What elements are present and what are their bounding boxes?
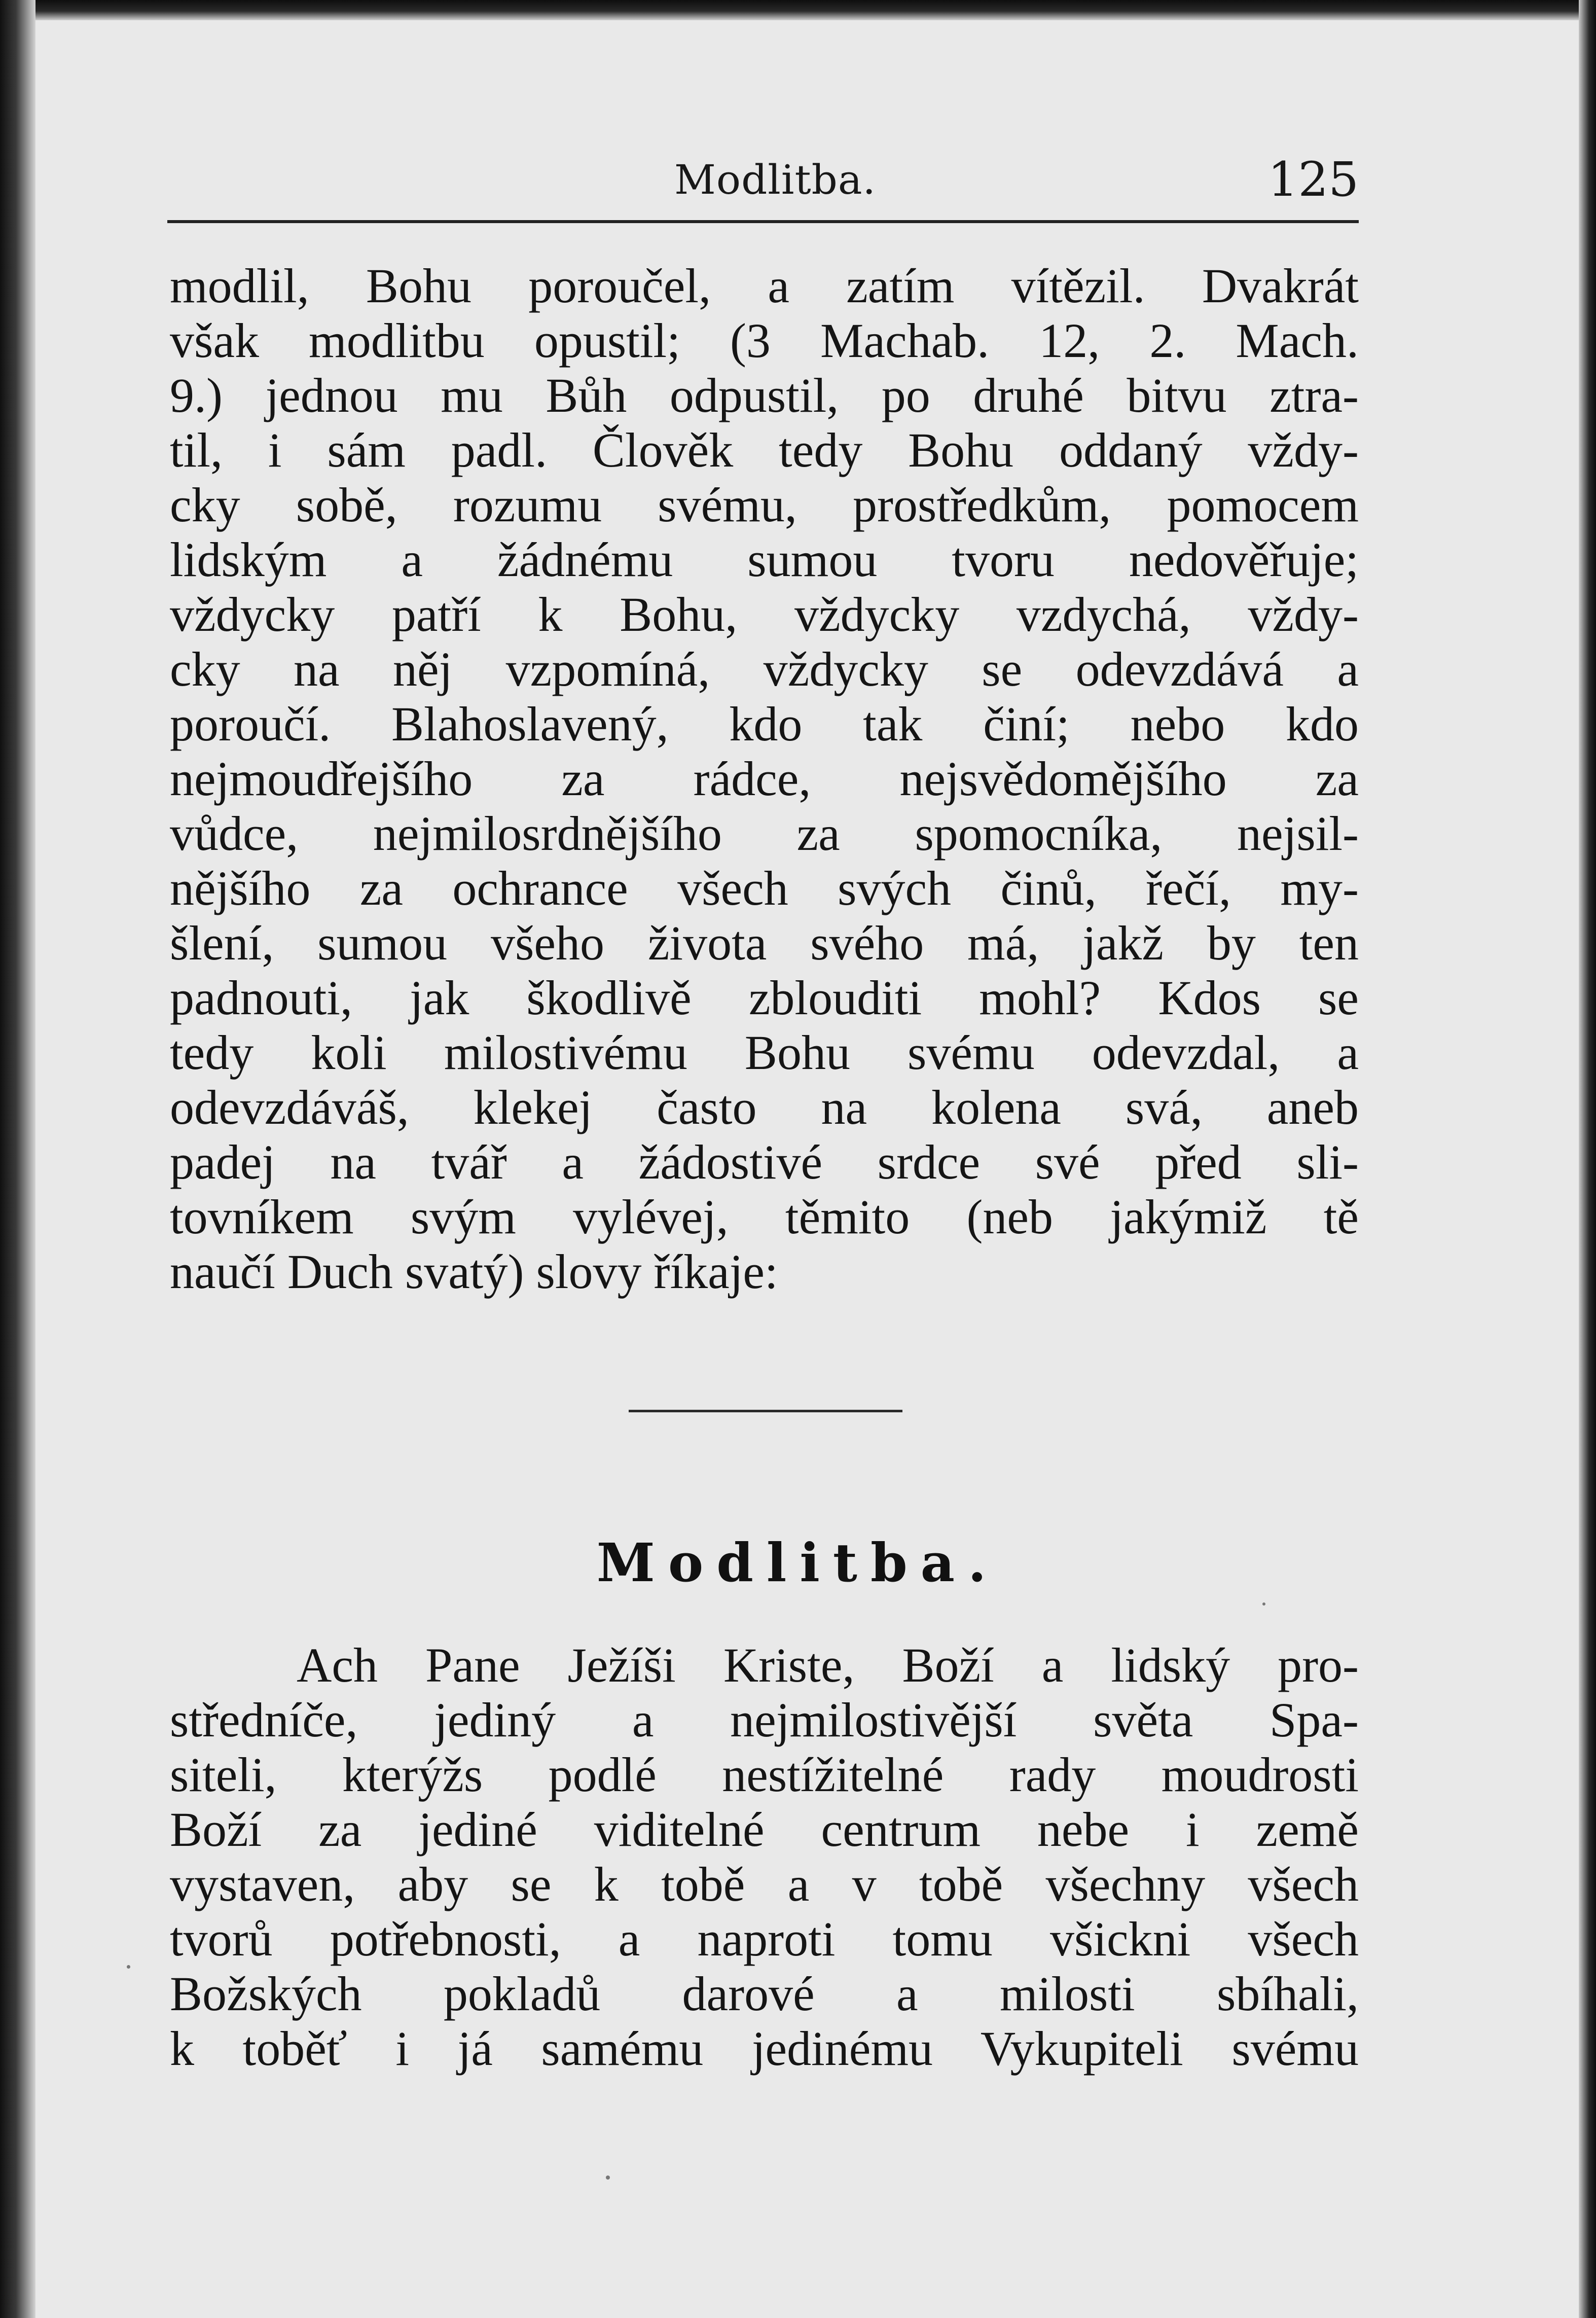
text-line: středníče, jediný a nejmilostivější světa Spa-	[170, 1693, 1359, 1747]
text-line: poroučí. Blahoslavený, kdo tak činí; nebo kdo	[170, 697, 1359, 751]
text-line: cky na něj vzpomíná, vždycky se odevzdává a	[170, 642, 1359, 696]
text-line: modlil, Bohu poroučel, a zatím vítězil. Dvakrát	[170, 259, 1359, 313]
text-line: vystaven, aby se k tobě a v tobě všechny všech	[170, 1857, 1359, 1911]
scan-edge-left	[0, 0, 35, 2318]
text-line: naučí Duch svatý) slovy říkaje:	[170, 1244, 778, 1299]
page-number: 125	[1267, 152, 1359, 207]
text-line: vždycky patří k Bohu, vždycky vzdychá, vždy-	[170, 587, 1359, 641]
text-line: padej na tvář a žádostivé srdce své před sli-	[170, 1135, 1359, 1189]
text-line: padnouti, jak škodlivě zblouditi mohl? Kdos se	[170, 971, 1359, 1025]
page-header	[167, 147, 1359, 213]
text-line: nějšího za ochrance všech svých činů, řečí, my-	[170, 861, 1359, 915]
text-line: nejmoudřejšího za rádce, nejsvědomějšího za	[170, 752, 1359, 806]
scan-edge-top	[0, 0, 1596, 20]
text-line: siteli, kterýžs podlé nestížitelné rady moudrosti	[170, 1748, 1359, 1802]
text-line: Ach Pane Ježíši Kriste, Boží a lidský pro-	[297, 1638, 1359, 1692]
text-line: šlení, sumou všeho života svého má, jakž by ten	[170, 916, 1359, 970]
text-line: vůdce, nejmilosrdnějšího za spomocníka, nejsil-	[170, 806, 1359, 861]
text-line: lidským a žádnému sumou tvoru nedověřuje;	[170, 532, 1359, 587]
scan-edge-right	[1579, 0, 1596, 2318]
running-title: Modlitba.	[674, 156, 876, 203]
section-divider	[629, 1410, 902, 1412]
paper-speck	[127, 1965, 130, 1969]
header-rule	[167, 220, 1359, 223]
paragraph-1	[170, 259, 1359, 1299]
text-line: til, i sám padl. Člověk tedy Bohu oddaný vždy-	[170, 423, 1359, 477]
text-line: tvorů potřebnosti, a naproti tomu všickni všech	[170, 1912, 1359, 1966]
paper-speck	[1262, 1602, 1265, 1606]
text-line: tovníkem svým vylévej, těmito (neb jakýmiž tě	[170, 1190, 1359, 1244]
paragraph-2	[170, 1638, 1359, 2076]
text-line: Božských pokladů darové a milosti sbíhali,	[170, 1967, 1359, 2021]
text-line: 9.) jednou mu Bůh odpustil, po druhé bitvu ztra-	[170, 368, 1359, 422]
text-line: však modlitbu opustil; (3 Machab. 12, 2. Mach.	[170, 313, 1359, 368]
text-line: k toběť i já samému jedinému Vykupiteli svému	[170, 2021, 1359, 2076]
text-line: tedy koli milostivému Bohu svému odevzdal, a	[170, 1025, 1359, 1080]
text-line: Boží za jediné viditelné centrum nebe i země	[170, 1802, 1359, 1857]
section-title: Modlitba.	[596, 1531, 1000, 1594]
paper-speck	[606, 2176, 610, 2180]
text-line: cky sobě, rozumu svému, prostředkům, pomocem	[170, 478, 1359, 532]
text-line: odevzdáváš, klekej často na kolena svá, aneb	[170, 1080, 1359, 1134]
